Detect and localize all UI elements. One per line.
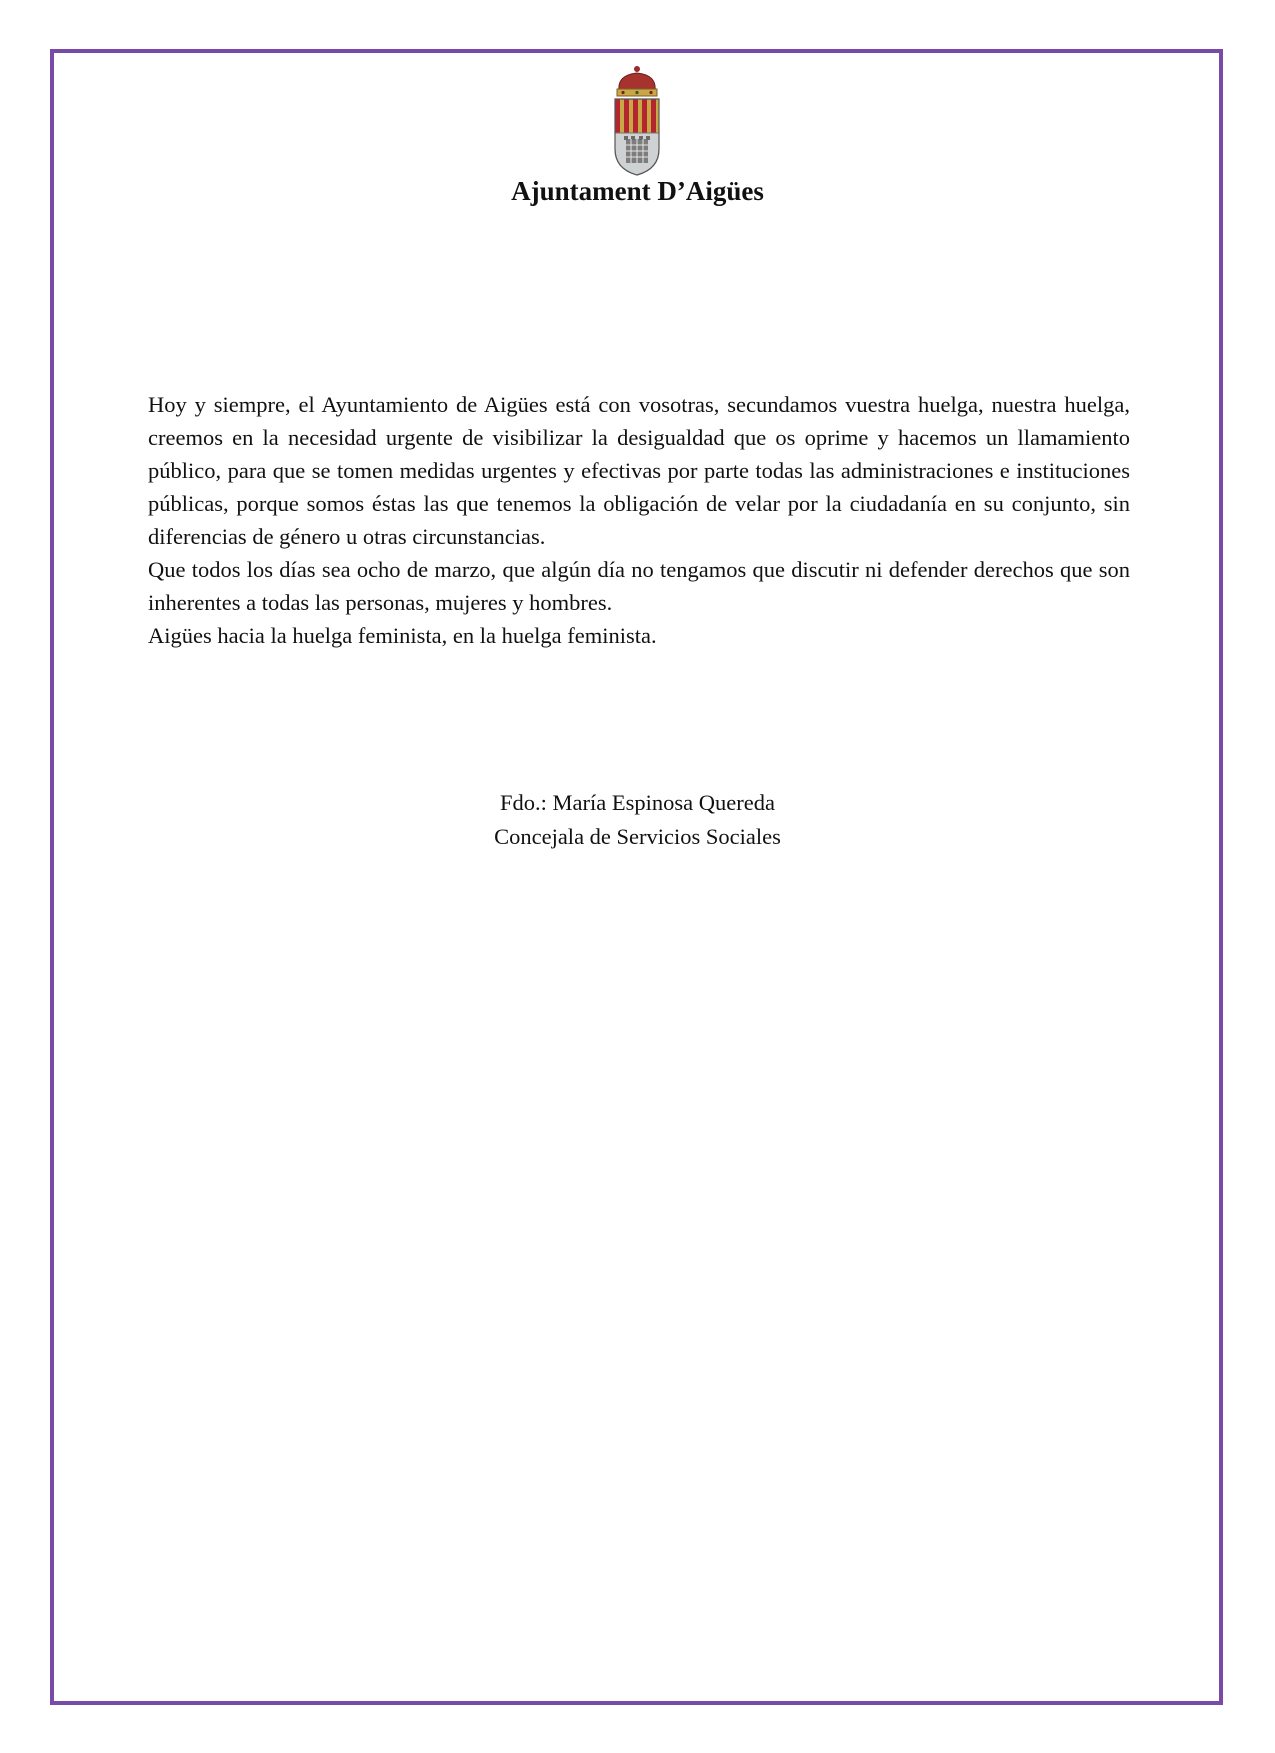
body-paragraph: Hoy y siempre, el Ayuntamiento de Aigües está con vosotras, secundamos vuestra huelga, nuestra huelga, creemos en la necesidad urgente de visibilizar la desigualdad que os oprime y hacemos un llamamiento público, para que se tomen medidas urgentes y efectivas por parte todas las administraciones e instituciones públicas, porque somos éstas las que tenemos la obligación de velar por la ciudadanía en su conjunto, sin diferencias de género u otras circunstancias.	[148, 392, 1130, 549]
page-border	[50, 49, 1223, 1705]
coat-of-arms-icon	[609, 65, 665, 177]
document-body	[148, 388, 1130, 652]
signatory-role: Concejala de Servicios Sociales	[494, 824, 781, 849]
body-paragraph: Aigües hacia la huelga feminista, en la huelga feminista.	[148, 623, 657, 648]
body-paragraph: Que todos los días sea ocho de marzo, que algún día no tengamos que discutir ni defender derechos que son inherentes a todas las personas, mujeres y hombres.	[148, 557, 1130, 615]
signature-block	[0, 786, 1275, 854]
page-title: Ajuntament D’Aigües	[511, 176, 764, 206]
signatory-name: Fdo.: María Espinosa Quereda	[500, 790, 775, 815]
